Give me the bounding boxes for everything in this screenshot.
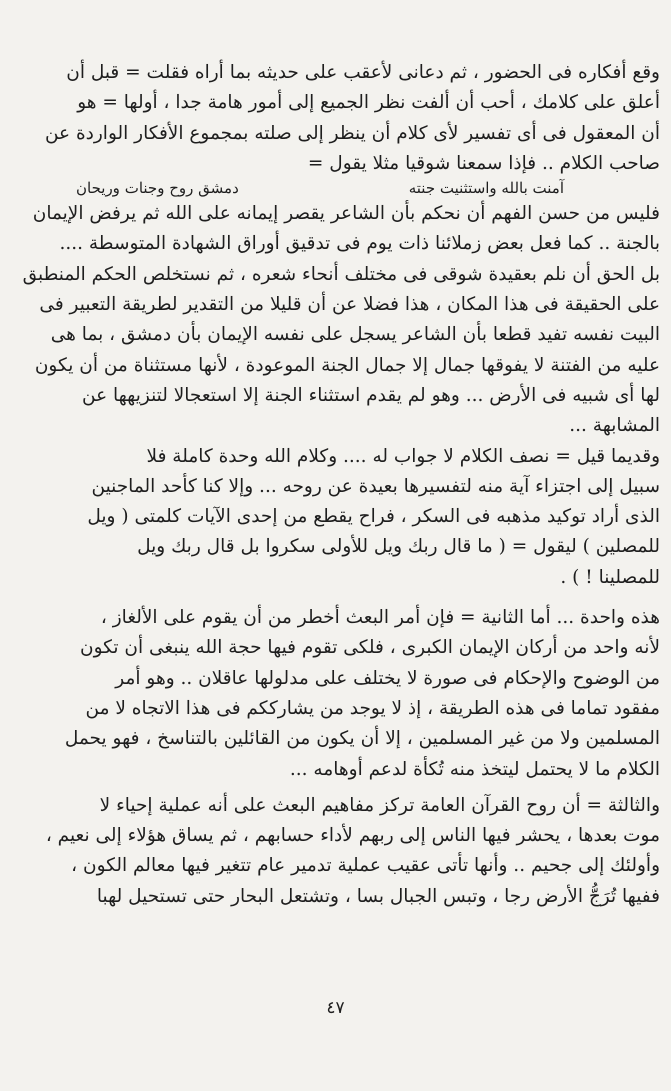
text-line: للمصلين ) ليقول = ( ما قال ربك ويل للأولى سكروا بل قال ربك ويل	[137, 536, 660, 558]
text-line: عليه من الفتنة لا يفوقها جمال إلا جمال الجنة الموعودة ، لأنها مستثناة من أن يكون	[34, 354, 660, 376]
text-line: سبيل إلى اجتزاء آية منه لتفسيرها بعيدة عن روحه ... وإلا كنا كأحد الماجنين	[91, 475, 660, 497]
paragraph-2	[20, 199, 660, 441]
page-body	[20, 58, 660, 912]
paragraph-4	[20, 603, 660, 785]
text-line: والثالثة = أن روح القرآن العامة تركز مفاهيم البعث على أنه عملية إحياء لا	[99, 794, 660, 816]
text-line: المشابهة ...	[569, 415, 660, 437]
paragraph-3	[20, 442, 660, 593]
text-line: من الوضوح والإحكام فى صورة لا يختلف على مدلولها عاقلان .. وهو أمر	[115, 667, 660, 689]
text-line: فليس من حسن الفهم أن نحكم بأن الشاعر يقصر إيمانه على الله ثم يرفض الإيمان	[32, 203, 660, 225]
text-line: بالجنة .. كما فعل بعض زملائنا ذات يوم فى تدقيق أوراق الشهادة المتوسطة ....	[59, 233, 660, 255]
verse-first-hemistich: آمنت بالله واستثنيت جنته	[408, 179, 564, 198]
paragraph-1	[20, 58, 660, 179]
text-line: موت بعدها ، يحشر فيها الناس إلى ربهم لأداء حسابهم ، ثم يساق هؤلاء إلى نعيم ،	[45, 825, 660, 847]
text-line: ففيها تُرَجُّ الأرض رجا ، وتبس الجبال بسا ، وتشتعل البحار حتى تستحيل لهبا	[96, 885, 660, 907]
text-line: لها أى شبيه فى الأرض ... وهو لم يقدم استثناء الجنة إلا استعجالا لتنزيهها عن	[82, 384, 660, 406]
text-line: وقديما قيل = نصف الكلام لا جواب له .... وكلام الله وحدة كاملة فلا	[146, 445, 660, 467]
text-line: للمصلينا ! ) .	[560, 566, 660, 588]
text-line: بل الحق أن نلم بعقيدة شوقى فى مختلف أنحاء شعره ، ثم نستخلص الحكم المنطبق	[22, 263, 660, 285]
text-line: أعلق على كلامك ، أحب أن ألفت نظر الجميع إلى أمور هامة جدا ، أولها = هو	[77, 92, 660, 114]
verse-second-hemistich: دمشق روح وجنات وريحان	[76, 179, 239, 198]
page-number: ٤٧	[326, 998, 345, 1018]
text-line: صاحب الكلام .. فإذا سمعنا شوقيا مثلا يقول =	[307, 152, 660, 174]
text-line: لأنه واحد من أركان الإيمان الكبرى ، فلكى تقوم فيها حجة الله ينبغى أن تكون	[80, 637, 660, 659]
paragraph-spacer	[20, 593, 660, 603]
text-line: على الحقيقة فى هذا المكان ، هذا فضلا عن أن قليلا من التقدير لطريقة التعبير فى	[39, 294, 660, 316]
text-line: مفقود تماما فى هذه الطريقة ، إذ لا يوجد من يشارككم فى هذا الاتجاه لا من	[85, 697, 660, 719]
poetry-verse	[20, 177, 660, 199]
paragraph-5	[20, 791, 660, 912]
text-line: البيت نفسه تفيد قطعا بأن الشاعر يسجل على نفسه الإيمان بأن دمشق ، بما هى	[50, 324, 660, 346]
text-line: وأولئك إلى جحيم .. وأنها تأتى عقيب عملية تدمير عام تتغير فيها معالم الكون ،	[71, 855, 660, 877]
text-line: الكلام ما لا يحتمل ليتخذ منه تُكأة لدعم أوهامه ...	[289, 758, 660, 780]
text-line: وقع أفكاره فى الحضور ، ثم دعانى لأعقب على حديثه بما أراه فقلت = قبل أن	[66, 62, 660, 83]
text-line: المسلمين ولا من غير المسلمين ، إلا أن يكون من القائلين بالتناسخ ، فهو يحمل	[64, 728, 660, 750]
text-line: الذى أراد توكيد مذهبه فى السكر ، فراح يقطع من إحدى الآيات كلمتى ( ويل	[87, 506, 660, 528]
text-line: هذه واحدة ... أما الثانية = فإن أمر البعث أخطر من أن يقوم على الألغاز ،	[100, 607, 660, 629]
text-line: أن المعقول فى أى تفسير لأى كلام أن ينظر إلى صلته بمجموع الأفكار الواردة عن	[44, 122, 660, 144]
